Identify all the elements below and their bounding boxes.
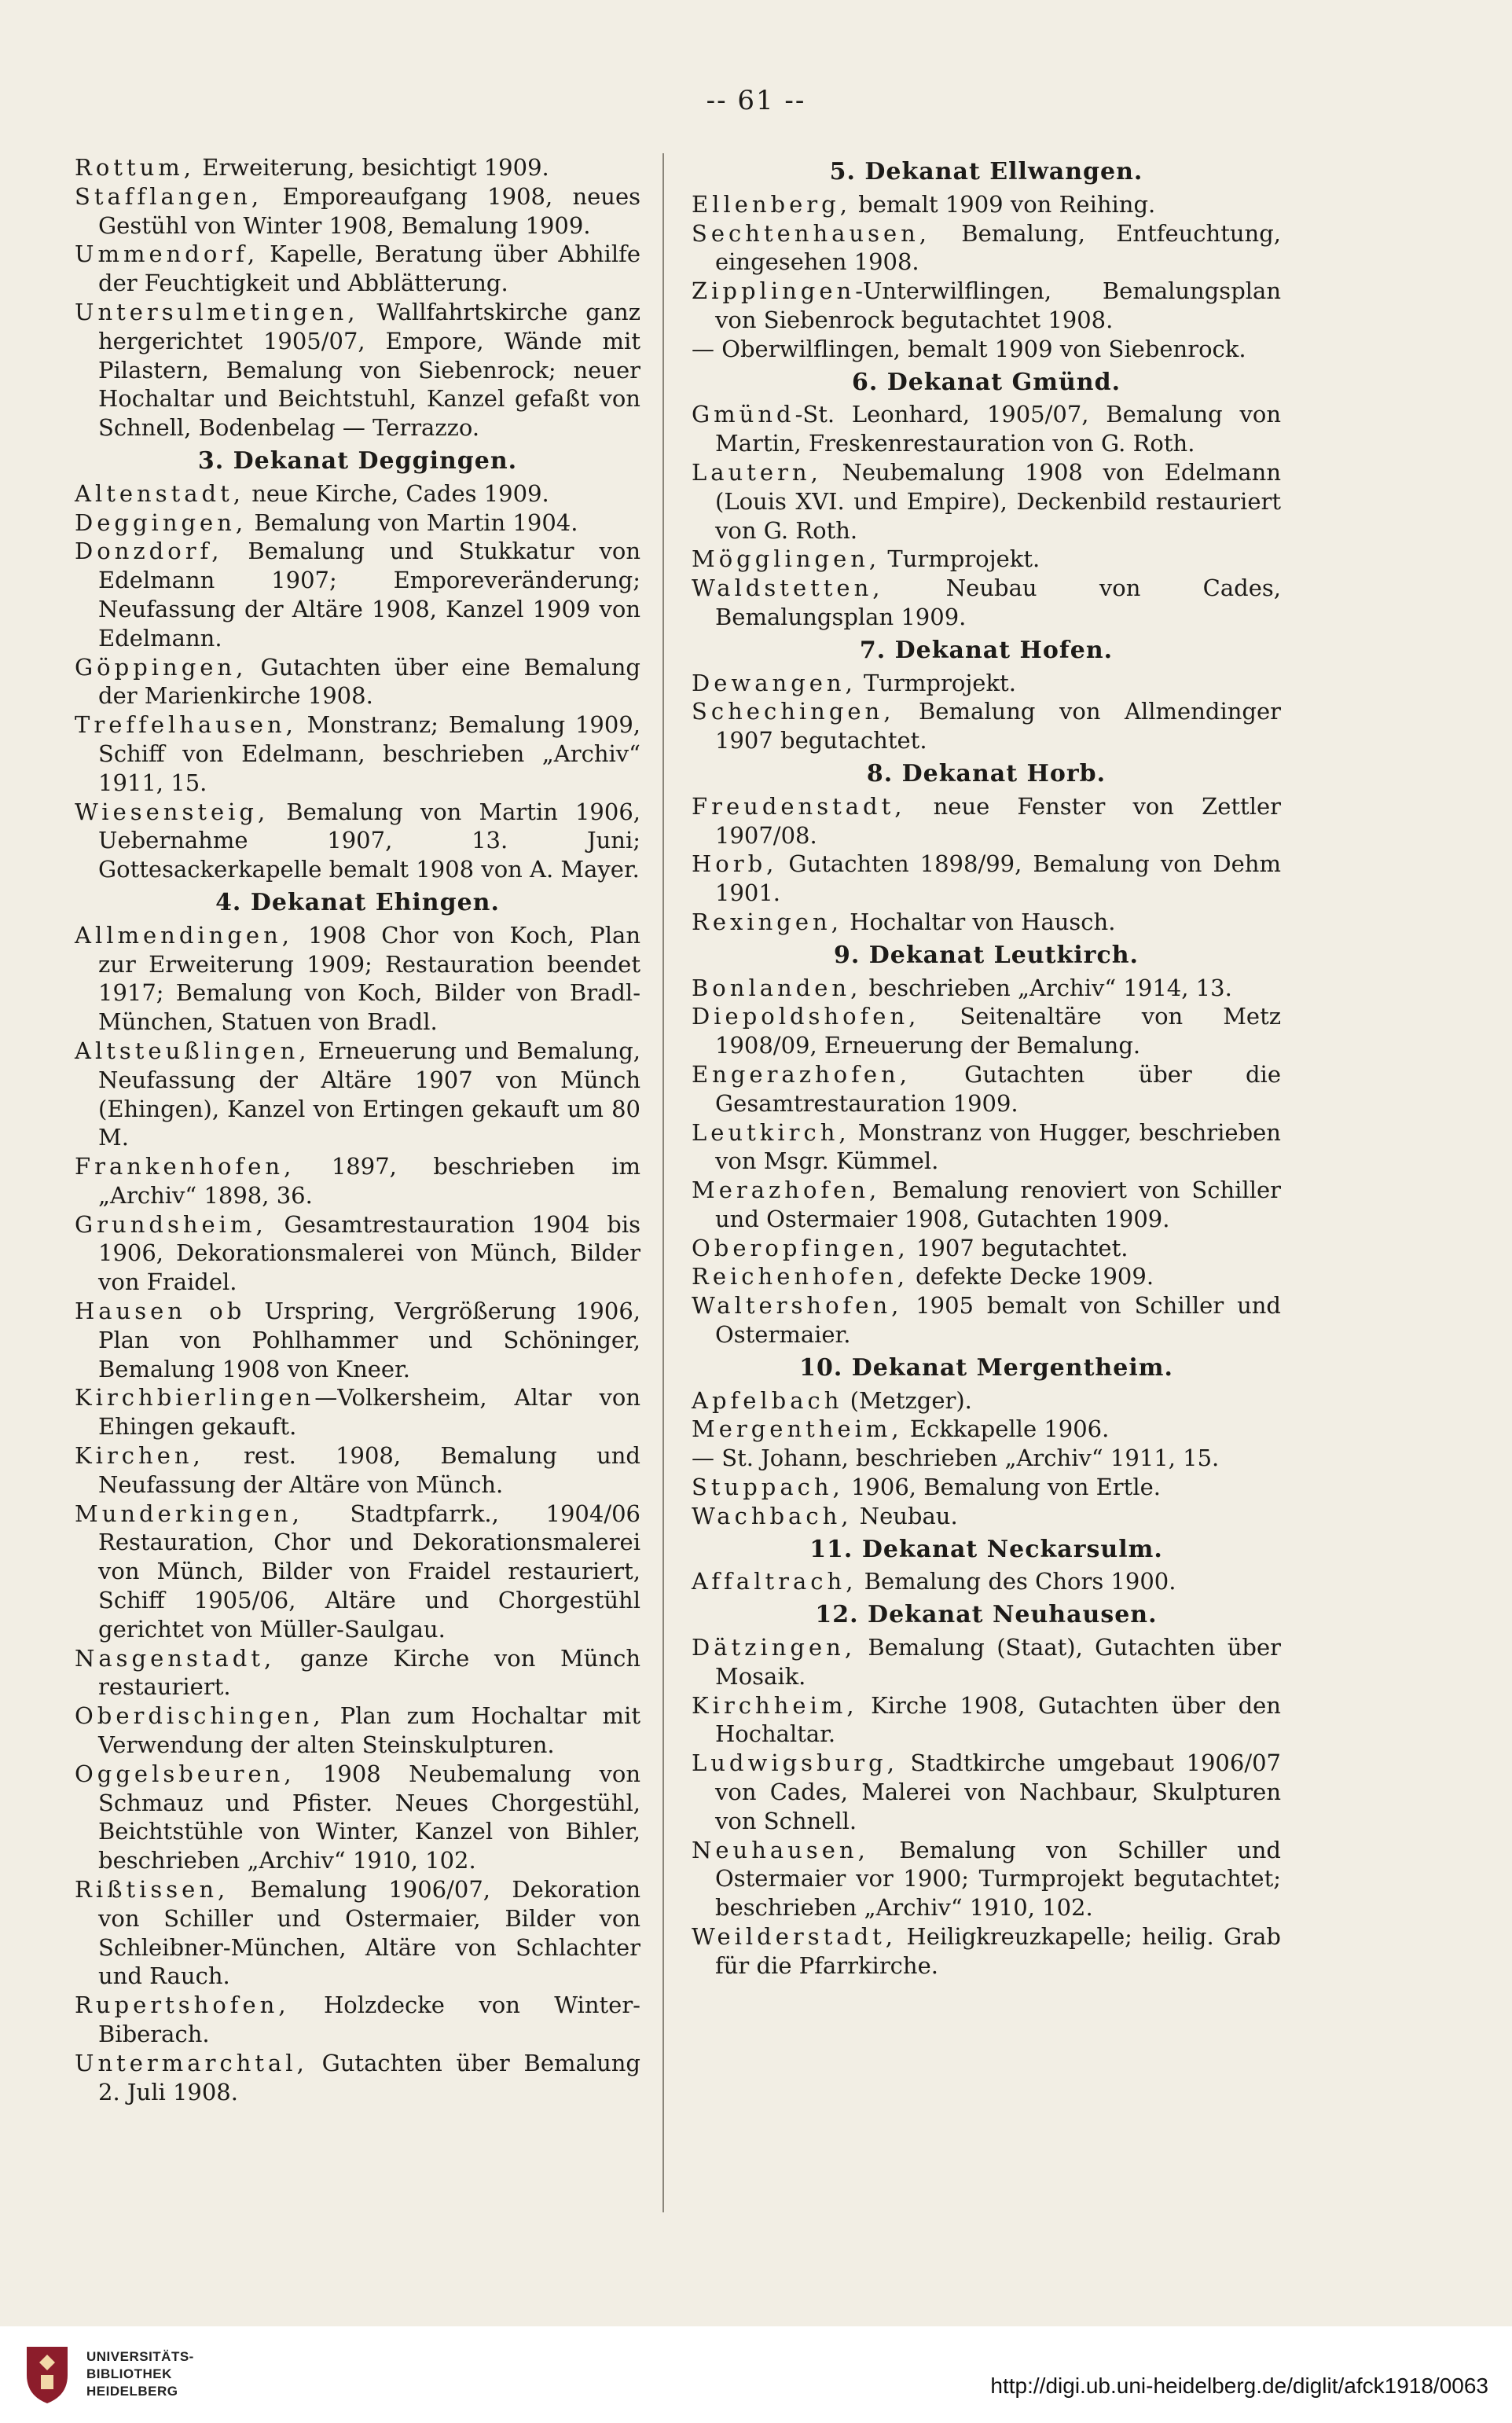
entry-text: Gutachten über eine Bemalung der Marienkirche 1908. <box>98 653 640 710</box>
list-item <box>692 1473 1281 1502</box>
place-name: Waltershofen, <box>692 1292 903 1320</box>
place-name: Allmendingen, <box>75 921 293 949</box>
entry-text: Gutachten 1898/99, Bemalung von Dehm 1901. <box>715 850 1281 907</box>
entry-text: Plan zum Hochaltar mit Verwendung der alten Steinskulpturen. <box>98 1702 640 1759</box>
place-name: Horb, <box>692 850 778 878</box>
list-item <box>75 2049 640 2107</box>
entry-text: (Metzger). <box>842 1386 972 1414</box>
place-name: Apfelbach <box>692 1386 843 1414</box>
entry-text: neue Kirche, Cades 1909. <box>244 479 549 507</box>
list-item <box>75 1500 640 1644</box>
place-name: Kirchheim, <box>692 1691 858 1719</box>
list-item <box>692 219 1281 277</box>
place-name: Oberdischingen, <box>75 1702 325 1730</box>
entry-text: Bemalung von Allmendinger 1907 begutachtet. <box>715 698 1281 754</box>
library-name-line: BIBLIOTHEK <box>86 2366 172 2381</box>
left-column <box>75 153 640 2106</box>
list-item <box>692 1234 1281 1263</box>
place-name: Grundsheim, <box>75 1210 267 1238</box>
list-item <box>692 400 1281 458</box>
list-item <box>692 974 1281 1003</box>
entry-text: bemalt 1909 von Reihing. <box>850 190 1156 218</box>
place-name: Dätzingen, <box>692 1634 857 1661</box>
place-name: Leutkirch, <box>692 1118 850 1146</box>
entry-text: Bemalung (Staat), Gutachten über Mosaik. <box>715 1634 1281 1690</box>
place-name: Dewangen, <box>692 669 857 696</box>
entry-text: Bemalung renoviert von Schiller und Ostermaier 1908, Gutachten 1909. <box>715 1177 1281 1232</box>
section-heading: 6. Dekanat Gmünd. <box>851 368 1121 396</box>
list-item <box>692 277 1281 335</box>
entry-text: Eckkapelle 1906. <box>902 1415 1110 1443</box>
place-name: Wachbach, <box>692 1502 853 1529</box>
footer-bar <box>0 2326 1512 2423</box>
list-item <box>692 1749 1281 1835</box>
place-name: Mergentheim, <box>692 1415 903 1443</box>
place-name: Rottum, <box>75 154 195 181</box>
list-item <box>692 458 1281 545</box>
place-name: Affaltrach, <box>692 1568 857 1595</box>
entry-text: 1908 Chor von Koch, Plan zur Erweiterung 1909; Restauration beendet 1917; Bemalung von Koch, Bilder von Bradl-München, Statuen von Bradl. <box>98 921 640 1036</box>
entry-text: 1907 begutachtet. <box>908 1234 1128 1261</box>
place-name: Deggingen, <box>75 508 248 536</box>
entry-text: Turmprojekt. <box>880 545 1040 573</box>
list-item <box>75 1875 640 1991</box>
list-item <box>692 1836 1281 1922</box>
entry-text: Neubau von Cades, Bemalungsplan 1909. <box>715 575 1281 630</box>
section-heading: 7. Dekanat Hofen. <box>859 636 1114 664</box>
entry-text: Bemalung und Stukkatur von Edelmann 1907; Emporeveränderung; Neufassung der Altäre 1908, Kanzel 1909 von Edelmann. <box>98 538 640 652</box>
place-name: Rexingen, <box>692 908 842 935</box>
section-heading: 4. Dekanat Ehingen. <box>215 888 500 916</box>
place-name: Kirchbierlingen <box>75 1384 315 1412</box>
place-name: Schechingen, <box>692 698 895 725</box>
entry-text: Bemalung 1906/07, Dekoration von Schiller und Ostermaier, Bilder von Schleibner-München, Altäre von Schlachter und Rauch. <box>98 1876 640 1990</box>
list-item <box>75 1383 640 1441</box>
list-item <box>75 1991 640 2049</box>
column-divider <box>662 153 664 2212</box>
entry-text: Erweiterung, besichtigt 1909. <box>195 154 549 181</box>
place-name: Stafflangen, <box>75 182 263 210</box>
entry-text: neue Fenster von Zettler 1907/08. <box>715 792 1281 849</box>
place-name: Sechtenhausen, <box>692 219 931 247</box>
list-item <box>692 335 1281 364</box>
list-item <box>75 921 640 1037</box>
list-item <box>75 182 640 240</box>
source-url-link[interactable]: http://digi.ub.uni-heidelberg.de/diglit/afck1918/0063 <box>990 2373 1488 2398</box>
place-name: Lautern, <box>692 458 822 486</box>
list-item <box>692 908 1281 937</box>
list-item <box>75 1297 640 1383</box>
place-name: Diepoldshofen, <box>692 1003 920 1030</box>
entry-text: -Unterwilflingen, Bemalungsplan von Siebenrock begutachtet 1908. <box>715 277 1281 333</box>
list-item <box>692 1060 1281 1118</box>
place-name: Altsteußlingen, <box>75 1037 310 1064</box>
entry-text: rest. 1908, Bemalung und Neufassung der Altäre von Münch. <box>98 1442 640 1498</box>
place-name: Untersulmetingen, <box>75 298 359 325</box>
list-item <box>75 1760 640 1875</box>
list-item <box>75 508 640 538</box>
place-name: Mögglingen, <box>692 545 881 573</box>
place-name: Altenstadt, <box>75 479 244 507</box>
entry-text: Urspring, Vergrößerung 1906, Plan von Pohlhammer und Schöninger, Bemalung 1908 von Kneer. <box>98 1298 640 1382</box>
entry-text: Bemalung von Martin 1906, Uebernahme 1907, 13. Juni; Gottesackerkapelle bemalt 1908 von A. Mayer. <box>98 798 640 883</box>
place-name: Stuppach, <box>692 1474 844 1501</box>
section-heading: 9. Dekanat Leutkirch. <box>833 941 1139 969</box>
list-item <box>692 1691 1281 1749</box>
entry-text: Gutachten über Bemalung 2. Juli 1908. <box>98 2049 640 2105</box>
entry-text: Bemalung von Martin 1904. <box>247 508 578 536</box>
library-name-line: HEIDELBERG <box>86 2384 178 2399</box>
list-item <box>692 1922 1281 1981</box>
place-name: Wiesensteig, <box>75 798 270 825</box>
entry-text: Monstranz von Hugger, beschrieben von Msgr. Kümmel. <box>715 1118 1281 1175</box>
place-name: Ummendorf, <box>75 240 259 268</box>
entry-text: Bemalung von Schiller und Ostermaier vor 1900; Turmprojekt begutachtet; beschrieben „Archiv“ 1910, 102. <box>715 1836 1281 1922</box>
entry-text: Bemalung, Entfeuchtung, eingesehen 1908. <box>715 219 1281 276</box>
place-name: Bonlanden, <box>692 974 862 1001</box>
entry-text: ganze Kirche von Münch restauriert. <box>98 1644 640 1701</box>
entry-text: Wallfahrtskirche ganz hergerichtet 1905/07, Empore, Wände mit Pilastern, Bemalung von Siebenrock; neuer Hochaltar und Beichtstuhl, Kanzel gefaßt von Schnell, Bodenbelag — Terrazzo. <box>98 298 640 442</box>
place-name: Göppingen, <box>75 653 248 681</box>
list-item <box>75 240 640 298</box>
place-name: Zipplingen <box>692 277 856 305</box>
list-item <box>75 298 640 442</box>
library-name-line: UNIVERSITÄTS- <box>86 2349 194 2364</box>
list-item <box>75 1702 640 1760</box>
place-name: Ludwigsburg, <box>692 1749 898 1777</box>
place-name: Rupertshofen, <box>75 1992 290 2019</box>
entry-text: 1906, Bemalung von Ertle. <box>843 1474 1161 1501</box>
list-item <box>75 537 640 652</box>
list-item <box>692 1502 1281 1531</box>
entry-text: Hochaltar von Hausch. <box>842 908 1116 935</box>
place-name: Oggelsbeuren, <box>75 1760 295 1787</box>
place-name: Treffelhausen, <box>75 711 297 739</box>
place-name: Reichenhofen, <box>692 1263 908 1290</box>
place-name: Untermarchtal, <box>75 2049 308 2076</box>
entry-text: — St. Johann, beschrieben „Archiv“ 1911, 15. <box>692 1445 1220 1472</box>
place-name: Hausen ob <box>75 1298 246 1325</box>
list-item <box>692 792 1281 850</box>
list-item <box>692 1262 1281 1291</box>
list-item <box>692 1176 1281 1234</box>
list-item <box>692 850 1281 908</box>
section-heading: 12. Dekanat Neuhausen. <box>815 1601 1158 1629</box>
place-name: Freudenstadt, <box>692 792 906 820</box>
list-item <box>75 479 640 508</box>
list-item <box>75 1037 640 1152</box>
section-heading: 11. Dekanat Neckarsulm. <box>809 1535 1163 1563</box>
list-item <box>75 1152 640 1210</box>
university-seal-icon <box>24 2344 71 2405</box>
entry-text: Seitenaltäre von Metz 1908/09, Erneuerung der Bemalung. <box>715 1003 1281 1059</box>
list-item <box>692 669 1281 698</box>
list-item <box>692 697 1281 755</box>
place-name: Waldstetten, <box>692 575 884 602</box>
entry-text: 1897, beschrieben im „Archiv“ 1898, 36. <box>98 1153 640 1209</box>
entry-text: Heiligkreuzkapelle; heilig. Grab für die Pfarrkirche. <box>715 1923 1281 1979</box>
page-number: -- 61 -- <box>706 85 806 116</box>
list-item <box>692 190 1281 219</box>
list-item <box>692 545 1281 574</box>
entry-text: Kirche 1908, Gutachten über den Hochaltar. <box>715 1691 1281 1748</box>
place-name: Nasgenstadt, <box>75 1644 276 1672</box>
entry-text: —Volkersheim, Altar von Ehingen gekauft. <box>98 1384 640 1441</box>
place-name: Gmünd <box>692 401 795 428</box>
list-item <box>692 1415 1281 1444</box>
entry-text: Emporeaufgang 1908, neues Gestühl von Winter 1908, Bemalung 1909. <box>98 182 640 239</box>
section-heading: 5. Dekanat Ellwangen. <box>829 158 1143 185</box>
library-name <box>86 2348 194 2400</box>
place-name: Weilderstadt, <box>692 1923 897 1951</box>
place-name: Ellenberg, <box>692 190 851 218</box>
entry-text: Bemalung des Chors 1900. <box>857 1568 1176 1595</box>
place-name: Neuhausen, <box>692 1836 869 1863</box>
entry-text: 1908 Neubemalung von Schmauz und Pfister. Neues Chorgestühl, Beichtstühle von Winter, Kanzel von Bihler, beschrieben „Archiv“ 1910, 102. <box>98 1760 640 1874</box>
list-item <box>75 1644 640 1702</box>
list-item <box>75 653 640 711</box>
list-item <box>692 1291 1281 1349</box>
place-name: Merazhofen, <box>692 1177 881 1204</box>
list-item <box>692 1444 1281 1473</box>
entry-text: Gutachten über die Gesamtrestauration 1909. <box>715 1060 1281 1117</box>
list-item <box>75 798 640 884</box>
section-heading: 3. Dekanat Deggingen. <box>197 446 518 475</box>
place-name: Frankenhofen, <box>75 1153 295 1180</box>
list-item <box>692 1633 1281 1691</box>
entry-text: beschrieben „Archiv“ 1914, 13. <box>861 974 1232 1001</box>
list-item <box>692 1118 1281 1177</box>
entry-text: Kapelle, Beratung über Abhilfe der Feuchtigkeit und Abblätterung. <box>98 240 640 297</box>
place-name: Engerazhofen, <box>692 1060 911 1088</box>
list-item <box>75 1441 640 1500</box>
entry-text: Stadtpfarrk., 1904/06 Restauration, Chor und Dekorationsmalerei von Münch, Bilder von Fraidel restauriert, Schiff 1905/06, Altäre und Chorgestühl gerichtet von Müller-Saulgau. <box>98 1500 640 1643</box>
place-name: Oberopfingen, <box>692 1234 909 1261</box>
entry-text: -St. Leonhard, 1905/07, Bemalung von Martin, Freskenrestauration von G. Roth. <box>715 401 1281 457</box>
place-name: Rißtissen, <box>75 1876 229 1904</box>
list-item <box>75 1210 640 1297</box>
entry-text: Holzdecke von Winter-Biberach. <box>98 1992 640 2047</box>
entry-text: Erneuerung und Bemalung, Neufassung der Altäre 1907 von Münch (Ehingen), Kanzel von Ertingen gekauft um 80 M. <box>98 1037 640 1151</box>
entry-text: Turmprojekt. <box>856 669 1016 696</box>
place-name: Donzdorf, <box>75 538 223 565</box>
entry-text: defekte Decke 1909. <box>908 1263 1154 1290</box>
place-name: Kirchen, <box>75 1442 204 1470</box>
entry-text: 1905 bemalt von Schiller und Ostermaier. <box>715 1292 1281 1349</box>
place-name: Munderkingen, <box>75 1500 303 1527</box>
list-item <box>692 1386 1281 1415</box>
entry-text: — Oberwilflingen, bemalt 1909 von Siebenrock. <box>692 335 1246 362</box>
entry-text: Gesamtrestauration 1904 bis 1906, Dekorationsmalerei von Münch, Bilder von Fraidel. <box>98 1210 640 1296</box>
list-item <box>75 153 640 182</box>
list-item <box>692 1002 1281 1060</box>
entry-text: Stadtkirche umgebaut 1906/07 von Cades, Malerei von Nachbaur, Skulpturen von Schnell. <box>715 1749 1281 1834</box>
entry-text: Neubemalung 1908 von Edelmann (Louis XVI. und Empire), Deckenbild restauriert von G. Roth. <box>715 458 1281 544</box>
entry-text: Monstranz; Bemalung 1909, Schiff von Edelmann, beschrieben „Archiv“ 1911, 15. <box>98 711 640 796</box>
right-column <box>692 153 1281 1981</box>
list-item <box>692 1567 1281 1596</box>
section-heading: 8. Dekanat Horb. <box>866 759 1106 787</box>
entry-text: Neubau. <box>852 1502 958 1529</box>
section-heading: 10. Dekanat Mergentheim. <box>799 1353 1173 1382</box>
list-item <box>692 574 1281 632</box>
list-item <box>75 710 640 797</box>
